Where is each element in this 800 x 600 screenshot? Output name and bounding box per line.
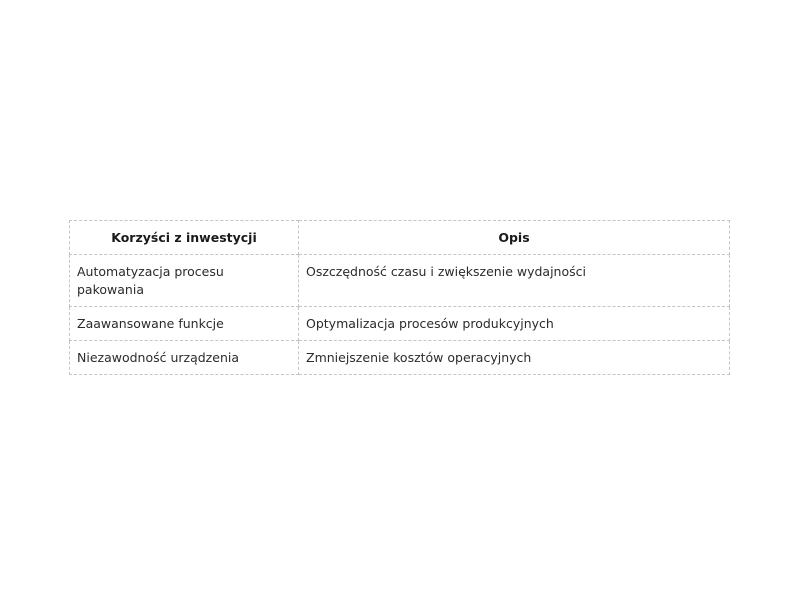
benefit-cell: Niezawodność urządzenia bbox=[70, 341, 299, 375]
table-row bbox=[70, 341, 730, 375]
description-cell: Optymalizacja procesów produkcyjnych bbox=[299, 307, 730, 341]
description-cell: Zmniejszenie kosztów operacyjnych bbox=[299, 341, 730, 375]
table-header bbox=[70, 221, 730, 255]
benefit-cell: Zaawansowane funkcje bbox=[70, 307, 299, 341]
header-row bbox=[70, 221, 730, 255]
header-benefits: Korzyści z inwestycji bbox=[70, 221, 299, 255]
header-description: Opis bbox=[299, 221, 730, 255]
table-body bbox=[70, 255, 730, 375]
benefit-cell: Automatyzacja procesu pakowania bbox=[70, 255, 299, 307]
table-row bbox=[70, 307, 730, 341]
benefits-table-container bbox=[69, 220, 729, 375]
description-cell: Oszczędność czasu i zwiększenie wydajności bbox=[299, 255, 730, 307]
table-row bbox=[70, 255, 730, 307]
benefits-table bbox=[69, 220, 730, 375]
